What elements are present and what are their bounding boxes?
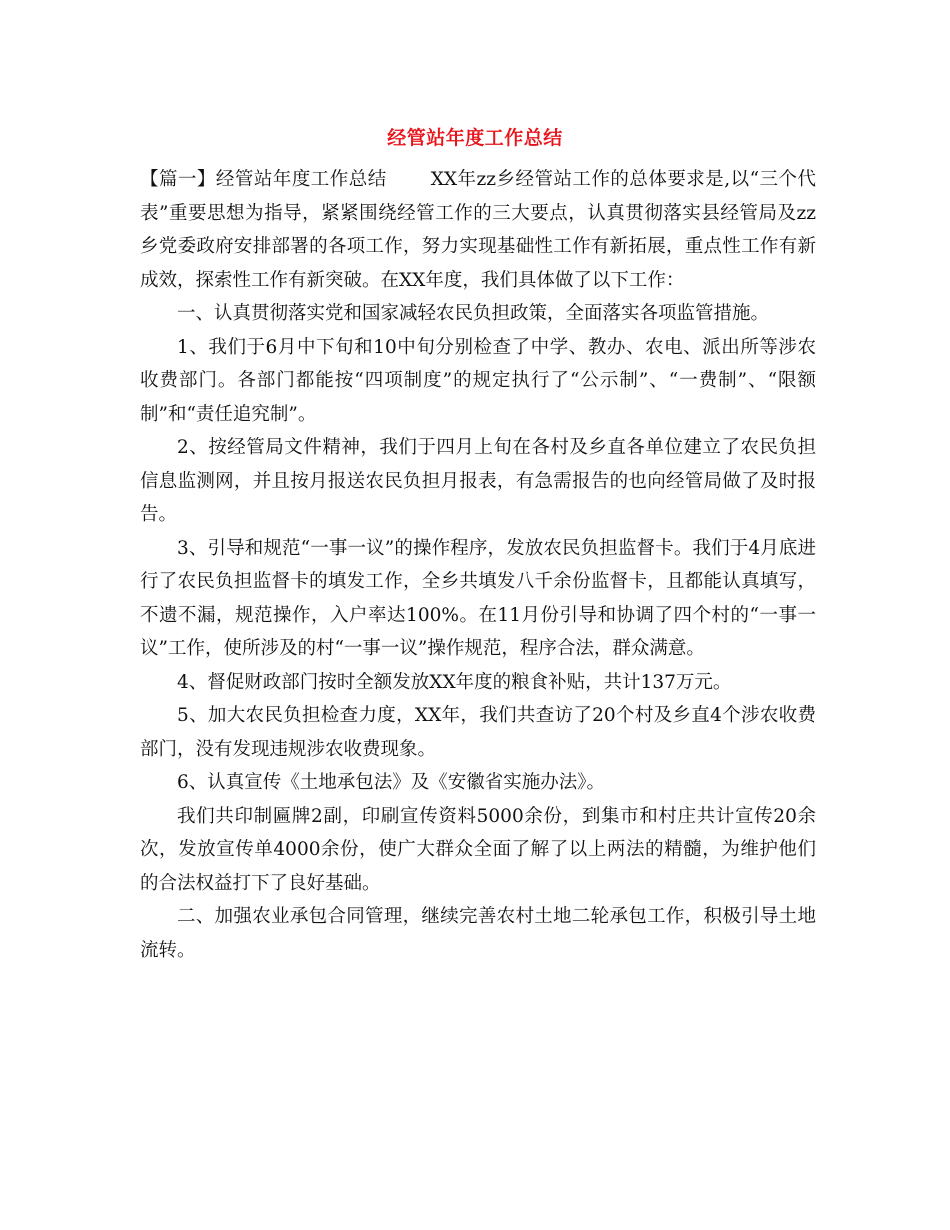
paragraph-publicity: 我们共印制匾牌2副，印刷宣传资料5000余份，到集市和村庄共计宣传20余次，发放宣传单4000余份，使广大群众全面了解了以上两法的精髓，为维护他们的合法权益打下了良好基础。 xyxy=(140,805,816,894)
paragraph-item-3: 3、引导和规范“一事一议”的操作程序，发放农民负担监督卡。我们于4月底进行了农民负担监督卡的填发工作，全乡共填发八千余份监督卡，且都能认真填写，不遗不漏，规范操作，入户率达100%。在11月份引导和协调了四个村的“一事一议”工作，使所涉及的村“一事一议”操作规范，程序合法，群众满意。 xyxy=(140,537,816,659)
intro-paragraph xyxy=(140,163,816,297)
document-body xyxy=(140,163,816,967)
paragraph-item-1: 1、我们于6月中下旬和10中旬分别检查了中学、教办、农电、派出所等涉农收费部门。各部门都能按“四项制度”的规定执行了“公示制”、“一费制”、“限额制”和“责任追究制”。 xyxy=(140,336,816,425)
paragraph-item-6: 6、认真宣传《土地承包法》及《安徽省实施办法》。 xyxy=(177,772,606,793)
intro-text: XX年zz乡经管站工作的总体要求是,以“三个代表”重要思想为指导，紧紧围绕经管工作的三大要点，认真贯彻落实县经管局及zz乡党委政府安排部署的各项工作，努力实现基础性工作有新拓展，重点性工作有新成效，探索性工作有新突破。在XX年度，我们具体做了以下工作： xyxy=(140,169,816,291)
document-title: 经管站年度工作总结 xyxy=(387,127,563,149)
paragraph-item-2: 2、按经管局文件精神，我们于四月上旬在各村及乡直各单位建立了农民负担信息监测网，并且按月报送农民负担月报表，有急需报告的也向经管局做了及时报告。 xyxy=(140,437,816,525)
paragraph-item-5: 5、加大农民负担检查力度，XX年，我们共查访了20个村及乡直4个涉农收费部门，没有发现违规涉农收费现象。 xyxy=(140,705,816,760)
intro-label: 【篇一】经管站年度工作总结 xyxy=(140,169,387,190)
paragraph-section-2: 二、加强农业承包合同管理，继续完善农村土地二轮承包工作，积极引导土地流转。 xyxy=(140,906,816,961)
paragraph-section-1: 一、认真贯彻落实党和国家减轻农民负担政策，全面落实各项监管措施。 xyxy=(177,303,770,324)
paragraph-item-4: 4、督促财政部门按时全额发放XX年度的粮食补贴，共计137万元。 xyxy=(177,671,732,693)
